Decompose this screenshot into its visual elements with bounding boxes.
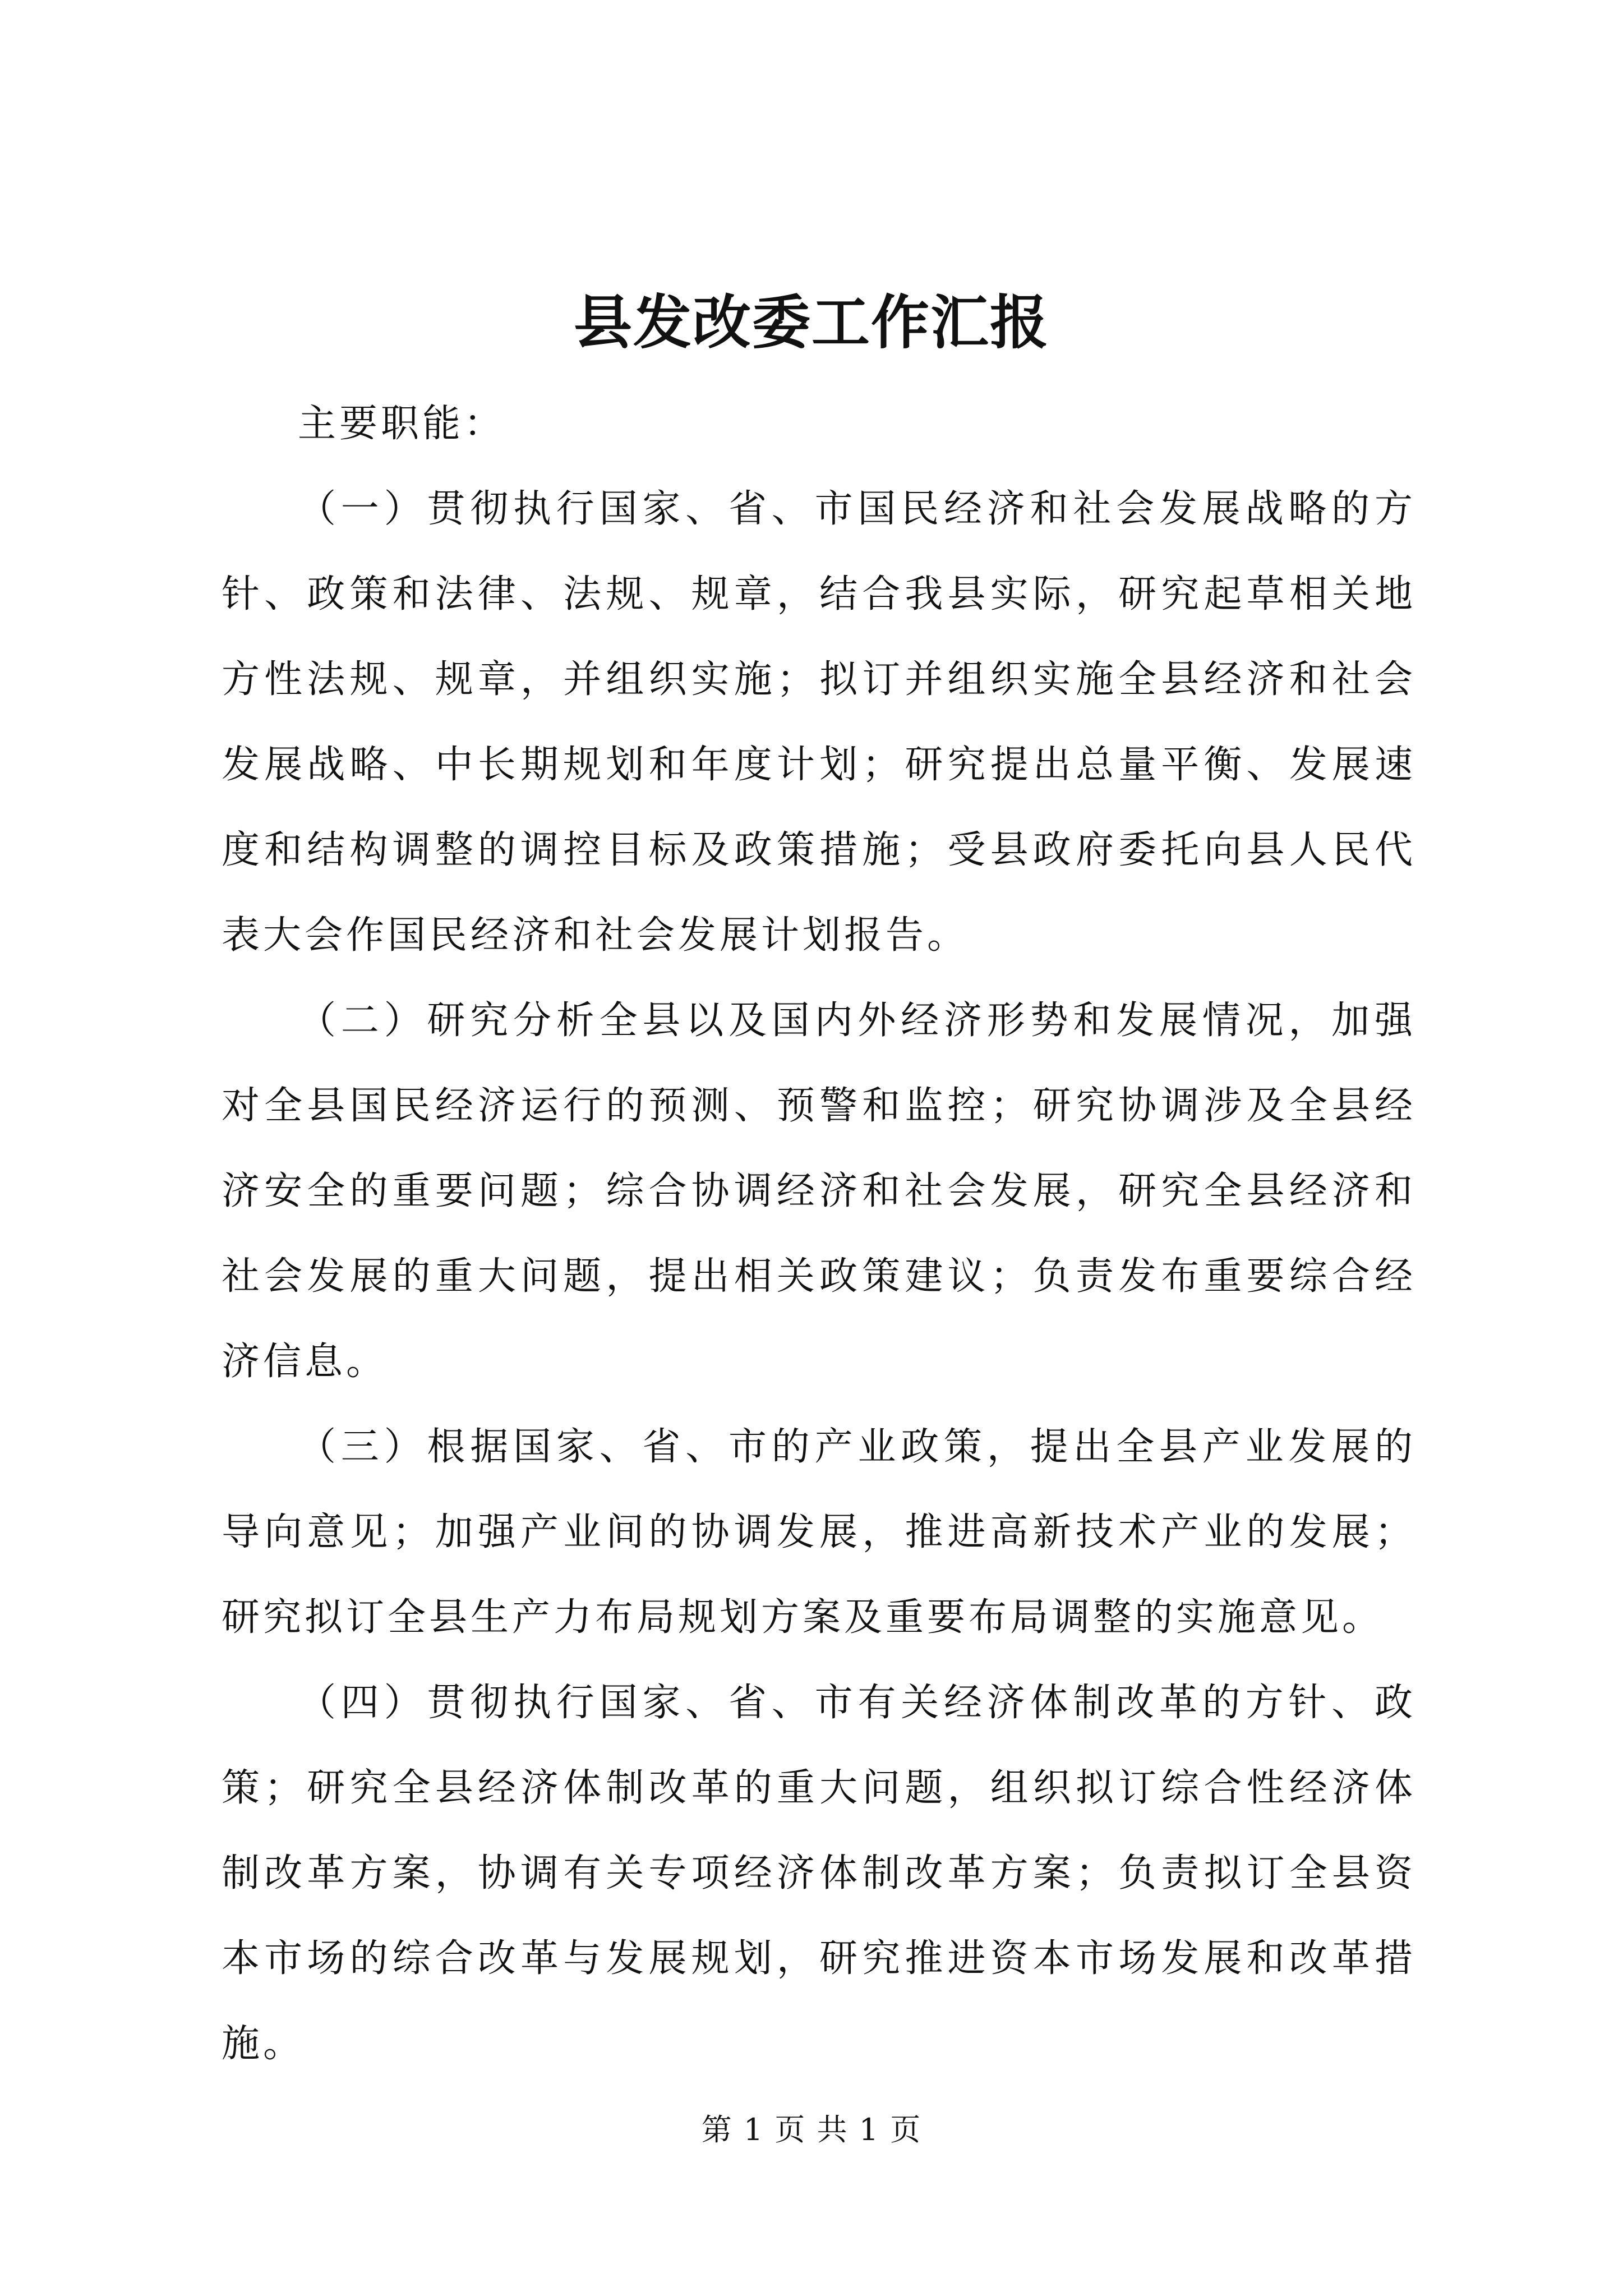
document-title: 县发改委工作汇报	[573, 288, 1049, 357]
paragraph-1: （一）贯彻执行国家、省、市国民经济和社会发展战略的方针、政策和法律、法规、规章，结合我县实际，研究起草相关地方性法规、规章，并组织实施；拟订并组织实施全县经济和社会发展战略、中长期规划和年度计划；研究提出总量平衡、发展速度和结构调整的调控目标及政策措施；受县政府委托向县人民代表大会作国民经济和社会发展计划报告。	[222, 487, 1416, 958]
section-heading: 主要职能：	[298, 402, 506, 446]
paragraph-4: （四）贯彻执行国家、省、市有关经济体制改革的方针、政策；研究全县经济体制改革的重大问题，组织拟订综合性经济体制改革方案，协调有关专项经济体制改革方案；负责拟订全县资本市场的综合改革与发展规划，研究推进资本市场发展和改革措施。	[222, 1681, 1416, 2066]
document-body	[222, 381, 1416, 2087]
page-footer: 第 1 页 共 1 页	[701, 2112, 922, 2147]
paragraph-2: （二）研究分析全县以及国内外经济形势和发展情况，加强对全县国民经济运行的预测、预警和监控；研究协调涉及全县经济安全的重要问题；综合协调经济和社会发展，研究全县经济和社会发展的重大问题，提出相关政策建议；负责发布重要综合经济信息。	[222, 999, 1416, 1384]
paragraph-3: （三）根据国家、省、市的产业政策，提出全县产业发展的导向意见；加强产业间的协调发展，推进高新技术产业的发展；研究拟订全县生产力布局规划方案及重要布局调整的实施意见。	[222, 1425, 1416, 1640]
